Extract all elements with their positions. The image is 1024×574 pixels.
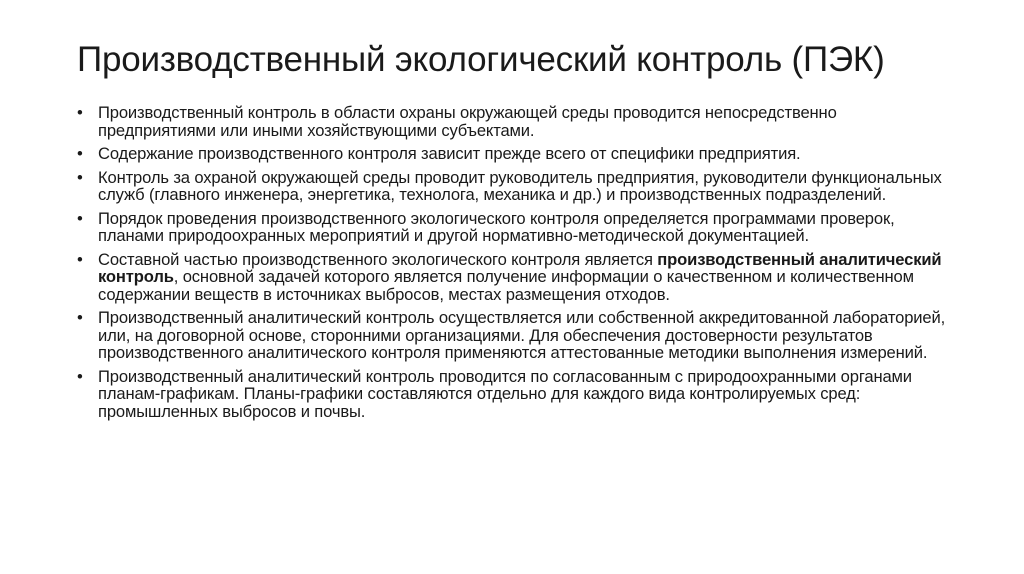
bullet-dot-icon: • [77, 208, 83, 228]
bullet-item [77, 368, 957, 421]
slide-title: Производственный экологический контроль (ПЭК) [77, 40, 885, 79]
bullet-text: Порядок проведения производственного экологического контроля определяется программами проверок, планами природоохранных мероприятий и другой нормативно-методической документацией. [98, 208, 895, 245]
bullet-dot-icon: • [77, 167, 83, 187]
bullet-item [77, 145, 957, 163]
bullet-item [77, 104, 957, 139]
bullet-dot-icon: • [77, 144, 83, 163]
bullet-text-before: Составной частью производственного экологического контроля является [98, 249, 658, 269]
bullet-dot-icon: • [77, 308, 83, 327]
bullet-item [77, 169, 957, 204]
bullet-item [77, 251, 957, 304]
bullet-text: Производственный контроль в области охраны окружающей среды проводится непосредственно предприятиями или иными хозяйствующими субъектами. [98, 103, 837, 140]
bullet-list [77, 104, 957, 426]
bullet-text: Производственный аналитический контроль проводится по согласованным с природоохранными органами планам-графикам. Планы-графики составляются отдельно для каждого вида контролируемых сред: промышленных выбросов и почвы. [98, 366, 912, 421]
bullet-text: Производственный аналитический контроль осуществляется или собственной аккредитованной лабораторией, или, на договорной основе, сторонними организациями. Для обеспечения достоверности результатов производственного аналитического контроля применяются аттестованные методики выполнения измерений. [98, 308, 946, 362]
bullet-dot-icon: • [77, 249, 83, 269]
bullet-item [77, 210, 957, 245]
bullet-dot-icon: • [77, 366, 83, 386]
bullet-text-bold: производственный аналитический контроль [98, 249, 942, 286]
bullet-dot-icon: • [77, 103, 83, 122]
bullet-text: Контроль за охраной окружающей среды проводит руководитель предприятия, руководители функциональных служб (главного инженера, энергетика, технолога, механика и др.) и производственных подразделений. [98, 167, 942, 204]
bullet-text: Содержание производственного контроля зависит прежде всего от специфики предприятия. [98, 144, 801, 163]
bullet-item [77, 309, 957, 362]
bullet-text-after: , основной задачей которого является получение информации о качественном и количественном содержании веществ в источниках выбросов, местах размещения отходов. [98, 267, 914, 304]
